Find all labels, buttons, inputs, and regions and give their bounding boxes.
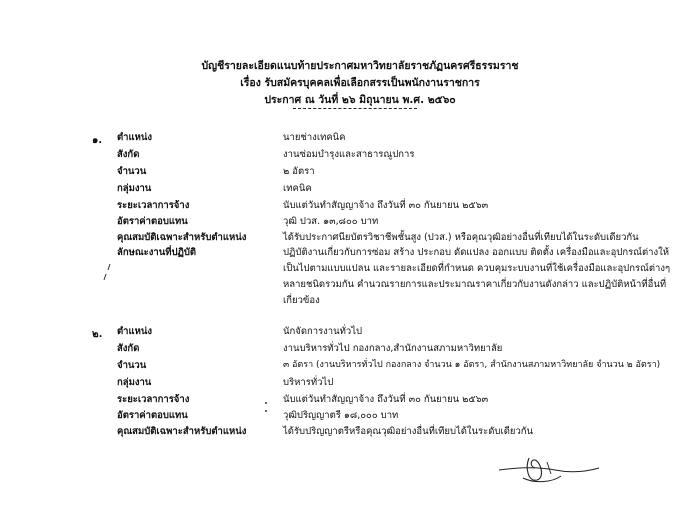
position-1-value-duties: ปฏิบัติงานเกี่ยวกับการซ่อม สร้าง ประกอบ ดัดแปลง ออกแบบ ติดตั้ง เครื่องมือและอุปกรณ์ต่างให้ (283, 247, 670, 258)
header-subject: เรื่อง รับสมัครบุคคลเพื่อเลือกสรรเป็นพนักงานราชการ (240, 77, 480, 89)
position-2-label-qualification: คุณสมบัติเฉพาะสำหรับตำแหน่ง (117, 426, 247, 437)
position-2-label-count: จำนวน (117, 360, 147, 371)
position-2-label-period: ระยะเวลาการจ้าง (117, 394, 190, 405)
position-number-1: ๑. (92, 135, 103, 146)
position-1-value-group: เทคนิค (283, 183, 312, 194)
position-1-value-qualification: ได้รับประกาศนียบัตรวิชาชีพชั้นสูง (ปวส.) หรือคุณวุฒิอย่างอื่นที่เทียบได้ในระดับเดียวกัน (283, 232, 639, 243)
position-1-duties-line-3: หลายชนิดรวมกัน คำนวณรายการและประมาณราคาเกี่ยวกับงานดังกล่าว และปฏิบัติหน้าที่อื่นที่ (283, 279, 667, 290)
position-1-label-affiliation: สังกัด (117, 149, 140, 160)
header-title: บัญชีรายละเอียดแนบท้ายประกาศมหาวิทยาลัยราชภัฏนครศรีธรรมราช (201, 60, 519, 72)
position-1-value-affiliation: งานซ่อมบำรุงและสาธารณูปการ (283, 149, 415, 160)
signature (495, 448, 605, 490)
position-1-label-period: ระยะเวลาการจ้าง (117, 200, 190, 211)
position-2-label-group: กลุ่มงาน (117, 377, 152, 388)
position-2-label-title: ตำแหน่ง (117, 326, 153, 337)
position-2-value-qualification: ได้รับปริญญาตรีหรือคุณวุฒิอย่างอื่นที่เทียบได้ในระดับเดียวกัน (283, 426, 534, 437)
position-2-value-group: บริหารทั่วไป (283, 377, 334, 388)
position-2-label-affiliation: สังกัด (117, 343, 140, 354)
position-2-label-salary: อัตราค่าตอบแทน (117, 410, 188, 421)
position-1-label-duties: ลักษณะงานที่ปฏิบัติ (117, 247, 197, 258)
position-1-value-count: ๒ อัตรา (283, 166, 315, 177)
position-2-value-salary: วุฒิปริญญาตรี ๑๘,๐๐๐ บาท (283, 410, 399, 421)
position-1-label-count: จำนวน (117, 166, 147, 177)
position-2-value-affiliation: งานบริหารทั่วไป กองกลาง,สำนักงานสภามหาวิทยาลัย (283, 343, 503, 354)
position-2-value-period: นับแต่วันทำสัญญาจ้าง ถึงวันที่ ๓๐ กันยายน ๒๕๖๓ (283, 394, 489, 405)
pen-mark (100, 262, 114, 284)
position-1-label-title: ตำแหน่ง (117, 132, 153, 143)
position-1-duties-line-2: เป็นไปตามแบบแปลน และรายละเอียดที่กำหนด ควบคุมระบบงานที่ใช้เครื่องมือและอุปกรณ์ต่างๆ (283, 263, 671, 274)
position-number-2: ๒. (92, 329, 103, 340)
position-1-duties-line-4: เกี่ยวข้อง (283, 295, 320, 306)
header-date: ประกาศ ณ วันที่ ๒๖ มิถุนายน พ.ศ. ๒๕๖๐ (264, 94, 456, 106)
position-1-label-group: กลุ่มงาน (117, 183, 152, 194)
position-1-value-period: นับแต่วันทำสัญญาจ้าง ถึงวันที่ ๓๐ กันยายน ๒๕๖๓ (283, 200, 489, 211)
position-1-label-qualification: คุณสมบัติเฉพาะสำหรับตำแหน่ง (117, 232, 247, 243)
position-1-label-salary: อัตราค่าตอบแทน (117, 216, 188, 227)
header-divider (293, 108, 417, 109)
position-2-value-title: นักจัดการงานทั่วไป (283, 326, 363, 337)
dot-mark (262, 400, 270, 414)
position-1-value-salary: วุฒิ ปวส. ๑๓,๘๐๐ บาท (283, 216, 379, 227)
position-1-value-title: นายช่างเทคนิค (283, 132, 346, 143)
position-2-value-count: ๓ อัตรา (งานบริหารทั่วไป กองกลาง จำนวน ๑ อัตรา, สำนักงานสภามหาวิทยาลัย จำนวน ๒ อัตรา) (283, 360, 661, 370)
